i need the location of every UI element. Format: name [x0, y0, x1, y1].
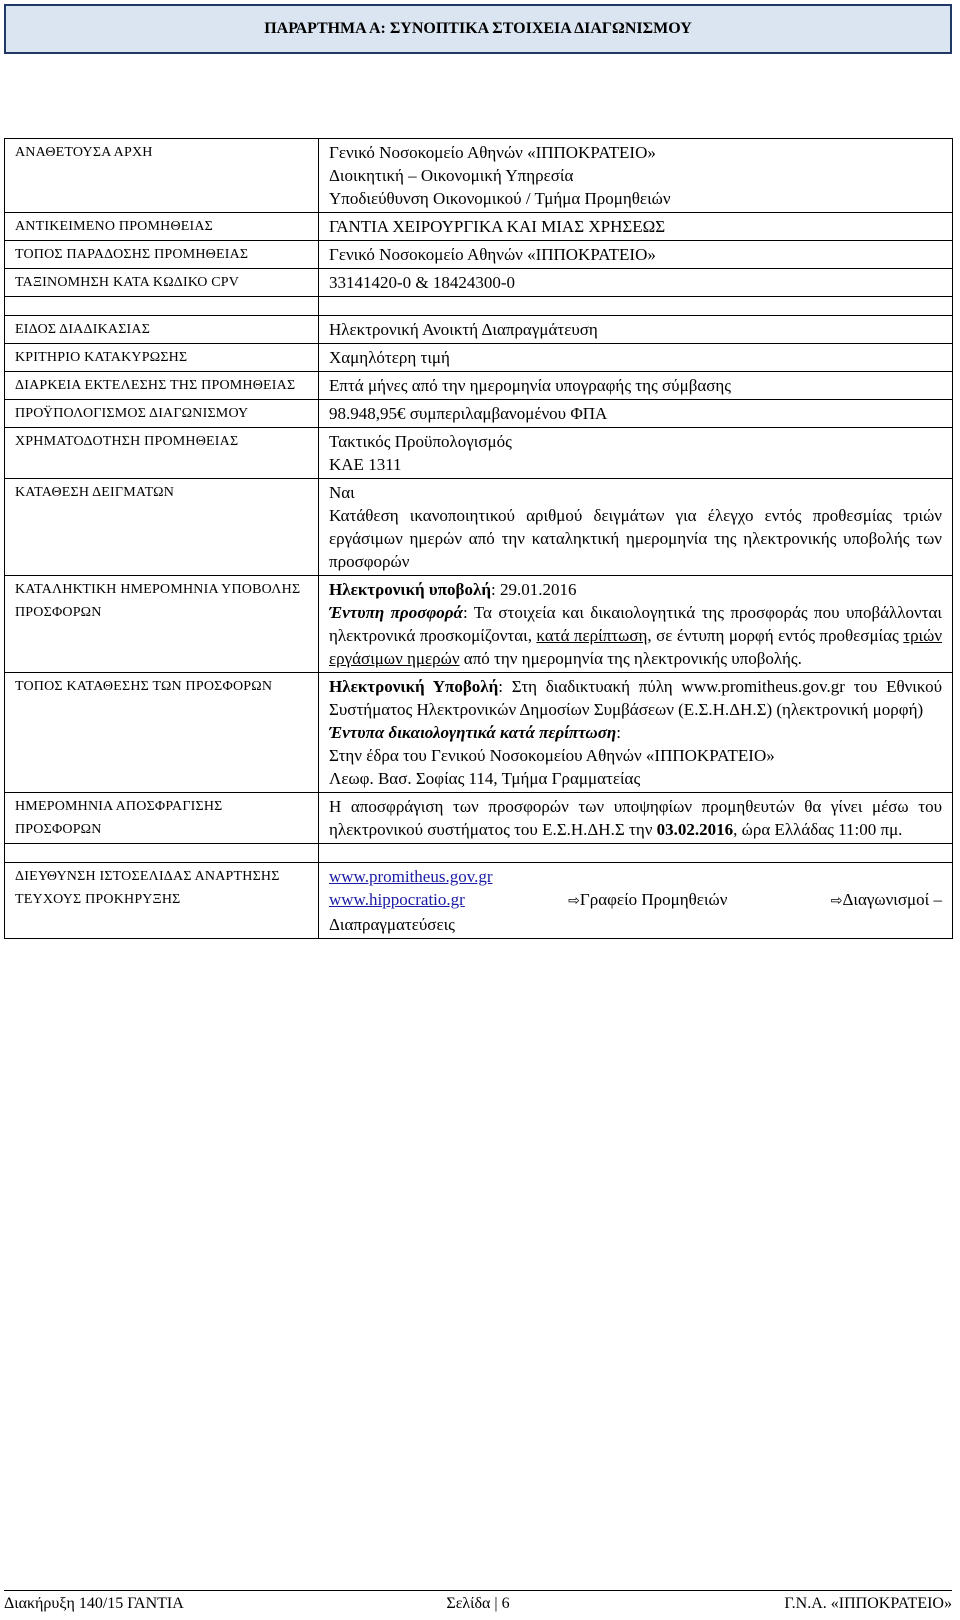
opening-text: , ώρα Ελλάδας 11:00 πμ. [733, 820, 903, 839]
deadline-print-text: : Τα στοιχεία και δικαιολογητικά της προσφοράς που υποβάλλονται ηλεκτρονικά προσκομίζονται, [329, 603, 942, 645]
hippocratio-link[interactable]: www.hippocratio.gr [329, 890, 465, 909]
delivery-value: Γενικό Νοσοκομείο Αθηνών «ΙΠΠΟΚΡΑΤΕΙΟ» [319, 241, 953, 269]
place-print-line: Στην έδρα του Γενικού Νοσοκομείου Αθηνών «ΙΠΠΟΚΡΑΤΕΙΟ» [329, 746, 775, 765]
budget-label: ΠΡΟΫΠΟΛΟΓΙΣΜΟΣ ΔΙΑΓΩΝΙΣΜΟΥ [5, 400, 319, 428]
web-value [319, 863, 953, 939]
deadline-print-text: από την ημερομηνία της ηλεκτρονικής υποβολής. [459, 649, 802, 668]
annex-title-text: ΠΑΡΑΡΤΗΜΑ Α: ΣΥΝΟΠΤΙΚΑ ΣΤΟΙΧΕΙΑ ΔΙΑΓΩΝΙΣΜΟΥ [264, 20, 692, 37]
nav-negotiations: Διαπραγματεύσεις [329, 915, 455, 934]
place-electronic-text: : Στη διαδικτυακή πύλη www.promitheus.gov.gr του Εθνικού Συστήματος Ηλεκτρονικών Δημοσίων Συμβάσεων (Ε.Σ.Η.ΔΗ.Σ) (ηλεκτρονική μορφή) [329, 677, 942, 719]
procedure-label: ΕΙΔΟΣ ΔΙΑΔΙΚΑΣΙΑΣ [5, 316, 319, 344]
deadline-print-text: , σε έντυπη μορφή εντός προθεσμίας [647, 626, 904, 645]
delivery-label: ΤΟΠΟΣ ΠΑΡΑΔΟΣΗΣ ΠΡΟΜΗΘΕΙΑΣ [5, 241, 319, 269]
footer-org: Γ.Ν.Α. «ΙΠΠΟΚΡΑΤΕΙΟ» [784, 1595, 952, 1612]
funding-value [319, 428, 953, 479]
cpv-value: 33141420-0 & 18424300-0 [319, 269, 953, 297]
authority-line: Διοικητική – Οικονομική Υπηρεσία [329, 166, 574, 185]
table-row [5, 863, 953, 939]
opening-text: Η αποσφράγιση των προσφορών των υποψηφίων προμηθευτών θα γίνει μέσω του ηλεκτρονικού συστήματος του Ε.Σ.Η.ΔΗ.Σ την [329, 797, 942, 839]
opening-value [319, 793, 953, 844]
arrow-right-icon: ⇨ [568, 893, 580, 909]
table-row [5, 576, 953, 673]
table-row [5, 372, 953, 400]
deadline-print-label: Έντυπη προσφορά [329, 603, 463, 622]
table-row [5, 428, 953, 479]
spacer-row [5, 297, 953, 316]
cpv-label: ΤΑΞΙΝΟΜΗΣΗ ΚΑΤΑ ΚΩΔΙΚΟ CPV [5, 269, 319, 297]
place-print-line: Λεωφ. Βασ. Σοφίας 114, Τμήμα Γραμματείας [329, 769, 641, 788]
object-value: ΓΑΝΤΙΑ ΧΕΙΡΟΥΡΓΙΚΑ ΚΑΙ ΜΙΑΣ ΧΡΗΣΕΩΣ [319, 213, 953, 241]
authority-value [319, 139, 953, 213]
object-label: ΑΝΤΙΚΕΙΜΕΝΟ ΠΡΟΜΗΘΕΙΑΣ [5, 213, 319, 241]
authority-label: ΑΝΑΘΕΤΟΥΣΑ ΑΡΧΗ [5, 139, 319, 213]
budget-value: 98.948,95€ συμπεριλαμβανομένου ΦΠΑ [319, 400, 953, 428]
table-row [5, 316, 953, 344]
deadline-label: ΚΑΤΑΛΗΚΤΙΚΗ ΗΜΕΡΟΜΗΝΙΑ ΥΠΟΒΟΛΗΣ ΠΡΟΣΦΟΡΩΝ [5, 576, 319, 673]
place-print-colon: : [616, 723, 621, 742]
web-label: ΔΙΕΥΘΥΝΣΗ ΙΣΤΟΣΕΛΙΔΑΣ ΑΝΑΡΤΗΣΗΣ ΤΕΥΧΟΥΣ ΠΡΟΚΗΡΥΞΗΣ [5, 863, 319, 939]
footer-doc-ref: Διακήρυξη 140/15 ΓΑΝΤΙΑ [4, 1595, 184, 1612]
arrow-right-icon: ⇨ [830, 893, 843, 909]
page-footer [4, 1590, 952, 1613]
table-row [5, 793, 953, 844]
table-row [5, 139, 953, 213]
criterion-value: Χαμηλότερη τιμή [319, 344, 953, 372]
opening-date: 03.02.2016 [656, 820, 734, 839]
table-row [5, 344, 953, 372]
deadline-print-case: κατά περίπτωση [536, 626, 648, 645]
table-row [5, 241, 953, 269]
footer-page-number: Σελίδα | 6 [446, 1595, 510, 1612]
samples-yes: Ναι [329, 483, 355, 502]
nav-tenders: Διαγωνισμοί – [842, 890, 942, 909]
deadline-print-days: τριών εργάσιμων ημερών [329, 626, 942, 668]
place-print-label: Έντυπα δικαιολογητικά κατά περίπτωση [329, 723, 617, 742]
samples-label: ΚΑΤΑΘΕΣΗ ΔΕΙΓΜΑΤΩΝ [5, 479, 319, 576]
deadline-value [319, 576, 953, 673]
authority-line: Γενικό Νοσοκομείο Αθηνών «ΙΠΠΟΚΡΑΤΕΙΟ» [329, 143, 656, 162]
opening-label: ΗΜΕΡΟΜΗΝΙΑ ΑΠΟΣΦΡΑΓΙΣΗΣ ΠΡΟΣΦΟΡΩΝ [5, 793, 319, 844]
place-label: ΤΟΠΟΣ ΚΑΤΑΘΕΣΗΣ ΤΩΝ ΠΡΟΣΦΟΡΩΝ [5, 673, 319, 793]
table-row [5, 269, 953, 297]
table-row [5, 213, 953, 241]
promitheus-link[interactable]: www.promitheus.gov.gr [329, 867, 493, 886]
duration-label: ΔΙΑΡΚΕΙΑ ΕΚΤΕΛΕΣΗΣ ΤΗΣ ΠΡΟΜΗΘΕΙΑΣ [5, 372, 319, 400]
funding-label: ΧΡΗΜΑΤΟΔΟΤΗΣΗ ΠΡΟΜΗΘΕΙΑΣ [5, 428, 319, 479]
duration-value: Επτά μήνες από την ημερομηνία υπογραφής της σύμβασης [319, 372, 953, 400]
procedure-value: Ηλεκτρονική Ανοικτή Διαπραγμάτευση [319, 316, 953, 344]
nav-procurement: Γραφείο Προμηθειών [579, 890, 728, 909]
deadline-electronic-label: Ηλεκτρονική υποβολή [329, 580, 492, 599]
samples-value [319, 479, 953, 576]
samples-text: Κατάθεση ικανοποιητικού αριθμού δειγμάτων για έλεγχο εντός προθεσμίας τριών εργάσιμων ημερών από την καταληκτική ημερομηνία της ηλεκτρονικής υποβολής των προσφορών [329, 506, 942, 571]
spacer-row [5, 844, 953, 863]
authority-line: Υποδιεύθυνση Οικονομικού / Τμήμα Προμηθειών [329, 189, 671, 208]
funding-line: Τακτικός Προϋπολογισμός [329, 432, 512, 451]
place-electronic-label: Ηλεκτρονική Υποβολή [329, 677, 499, 696]
funding-line: ΚΑΕ 1311 [329, 455, 402, 474]
place-value [319, 673, 953, 793]
deadline-electronic-date: : 29.01.2016 [491, 580, 577, 599]
table-row [5, 673, 953, 793]
summary-table [4, 138, 953, 939]
annex-title [4, 4, 952, 54]
table-row [5, 479, 953, 576]
table-row [5, 400, 953, 428]
criterion-label: ΚΡΙΤΗΡΙΟ ΚΑΤΑΚΥΡΩΣΗΣ [5, 344, 319, 372]
